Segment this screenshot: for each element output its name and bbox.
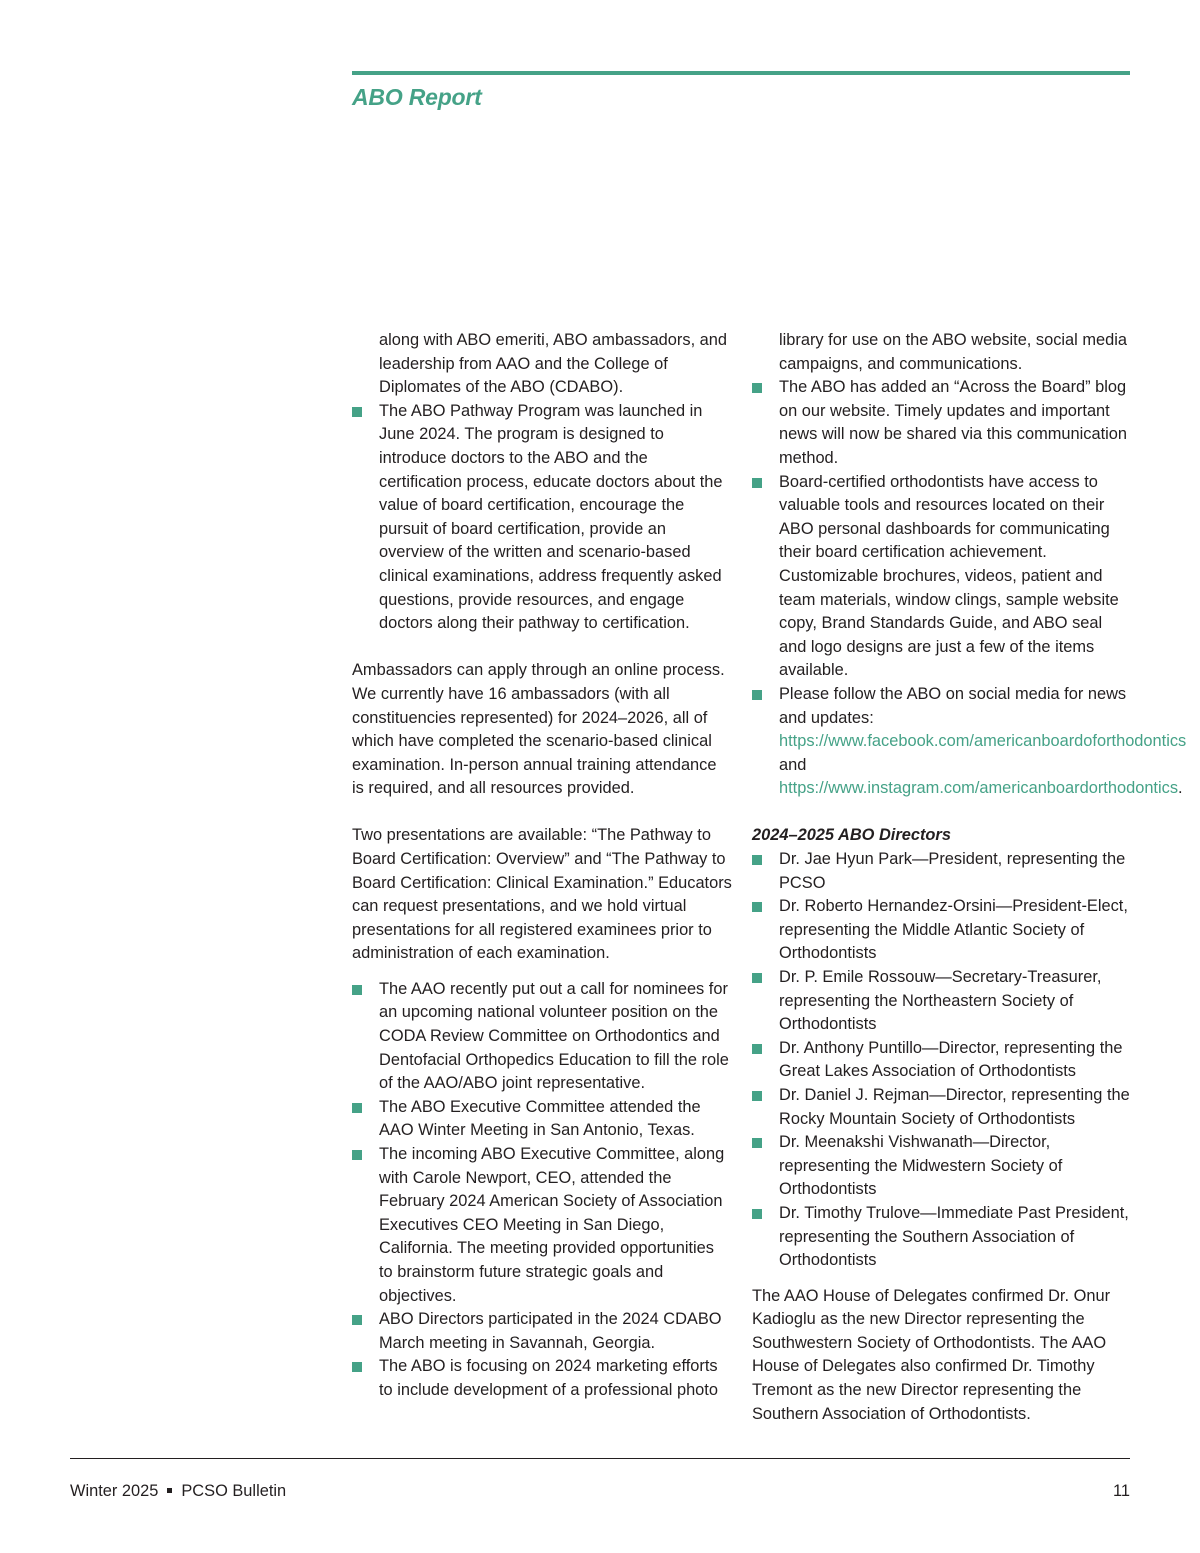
director-item: Dr. Roberto Hernandez-Orsini—President-Elect, representing the Middle Atlantic Society of Orthodontists: [752, 895, 1134, 966]
page-number: 11: [1112, 1482, 1130, 1500]
director-item: Dr. P. Emile Rossouw—Secretary-Treasurer, representing the Northeastern Society of Orthodontists: [752, 966, 1134, 1037]
social-media-item: [752, 683, 1187, 801]
social-intro: Please follow the ABO on social media for news and updates:: [779, 684, 1127, 727]
list-item: The incoming ABO Executive Committee, along with Carole Newport, CEO, attended the February 2024 American Society of Association Executives CEO Meeting in San Diego, California. The meeting provided opportunities to brainstorm future strategic goals and objectives.: [352, 1143, 732, 1308]
list-item: Board-certified orthodontists have access to valuable tools and resources located on their ABO personal dashboards for communicating their board certification achievement. Customizable brochures, videos, patient and team materials, window clings, sample website copy, Brand Standards Guide, and ABO seal and logo designs are just a few of the items available.: [752, 471, 1134, 683]
director-item: Dr. Jae Hyun Park—President, representing the PCSO: [752, 848, 1134, 895]
list-item: The ABO Executive Committee attended the AAO Winter Meeting in San Antonio, Texas.: [352, 1096, 732, 1143]
footer-rule: [70, 1458, 1130, 1459]
directors-heading: 2024–2025 ABO Directors: [752, 826, 951, 845]
list-item: The ABO Pathway Program was launched in June 2024. The program is designed to introduce doctors to the ABO and the certification process, educate doctors about the value of board certification, encourage the pursuit of board certification, provide an overview of the written and scenario-based clinical examinations, address frequently asked questions, provide resources, and engage doctors along their pathway to certification.: [352, 400, 732, 636]
right-column: [752, 329, 1187, 1426]
list-item: The ABO is focusing on 2024 marketing efforts to include development of a professional photo: [352, 1355, 732, 1402]
director-item: Dr. Daniel J. Rejman—Director, representing the Rocky Mountain Society of Orthodontists: [752, 1084, 1134, 1131]
header-rule: [352, 71, 1130, 75]
list-item: The AAO recently put out a call for nominees for an upcoming national volunteer position on the CODA Review Committee on Orthodontics and Dentofacial Orthopedics Education to fill the role of the AAO/ABO joint representative.: [352, 978, 732, 1096]
right-bullet-list: [752, 329, 1187, 801]
left-column: [352, 329, 732, 1403]
footer-left: [70, 1480, 286, 1502]
footer-issue: Winter 2025: [70, 1482, 159, 1500]
left-bullet-list-top: [352, 329, 732, 636]
presentations-paragraph: Two presentations are available: “The Pathway to Board Certification: Overview” and “The Pathway to Board Certification: Clinical Examination.” Educators can request presentations, and we hold virtual presentations for all registered examinees prior to administration of each examination.: [352, 826, 732, 963]
director-item: Dr. Meenakshi Vishwanath—Director, representing the Midwestern Society of Orthodontists: [752, 1131, 1134, 1202]
social-end: .: [1178, 779, 1183, 798]
list-item: ABO Directors participated in the 2024 CDABO March meeting in Savannah, Georgia.: [352, 1308, 732, 1355]
closing-paragraph: The AAO House of Delegates confirmed Dr. Onur Kadioglu as the new Director representing the Southwestern Society of Orthodontists. The AAO House of Delegates also confirmed Dr. Timothy Tremont as the new Director representing the Southern Association of Orthodontists.: [752, 1286, 1111, 1423]
social-connector: and: [779, 755, 807, 774]
instagram-link[interactable]: https://www.instagram.com/americanboardorthodontics: [779, 779, 1179, 798]
section-title: ABO Report: [352, 84, 482, 110]
left-bullet-list-bottom: [352, 978, 732, 1403]
square-separator-icon: [167, 1488, 172, 1493]
directors-list: [752, 848, 1134, 1273]
footer-publication: PCSO Bulletin: [181, 1482, 287, 1500]
list-item: The ABO has added an “Across the Board” blog on our website. Timely updates and important news will now be shared via this communication method.: [752, 376, 1134, 470]
director-item: Dr. Timothy Trulove—Immediate Past President, representing the Southern Association of Orthodontists: [752, 1202, 1134, 1273]
facebook-link[interactable]: https://www.facebook.com/americanboardoforthodontics: [779, 732, 1187, 751]
list-item-continued: along with ABO emeriti, ABO ambassadors, and leadership from AAO and the College of Diplomates of the ABO (CDABO).: [379, 331, 728, 397]
director-item: Dr. Anthony Puntillo—Director, representing the Great Lakes Association of Orthodontists: [752, 1037, 1134, 1084]
ambassadors-paragraph: Ambassadors can apply through an online process. We currently have 16 ambassadors (with all constituencies represented) for 2024–2026, all of which have completed the scenario-based clinical examination. In-person annual training attendance is required, and all resources provided.: [352, 661, 725, 798]
list-item-continued: library for use on the ABO website, social media campaigns, and communications.: [779, 331, 1128, 373]
